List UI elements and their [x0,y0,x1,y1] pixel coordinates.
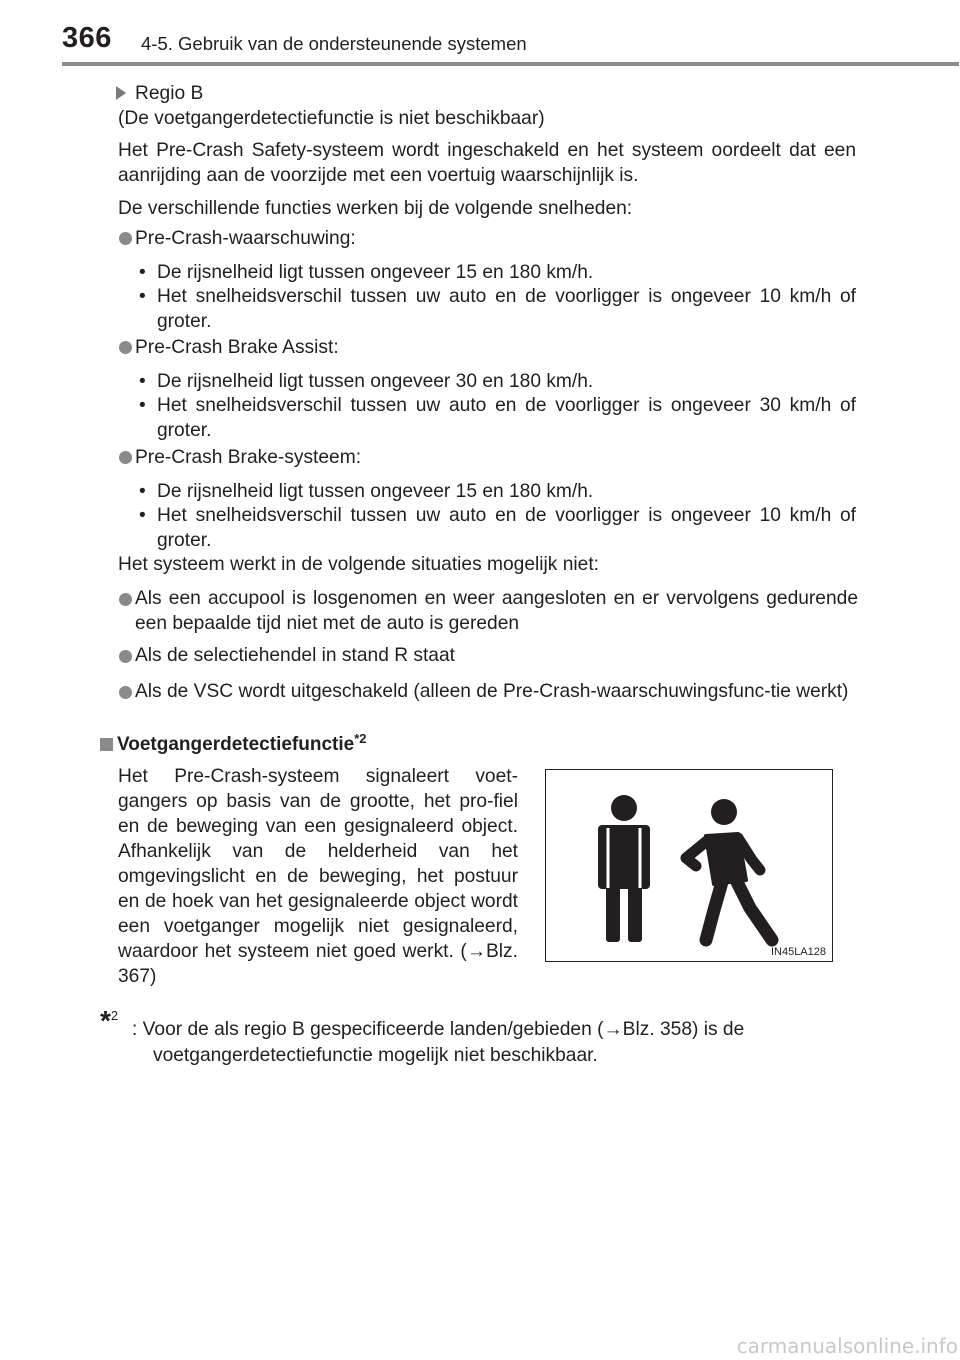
dash-bullet-icon: • [139,262,146,283]
region-marker-icon [116,82,126,107]
pedestrian-heading-text: Voetgangerdetectiefunctie [117,734,355,755]
footnote-marker [100,1005,118,1037]
dash-bullet-icon: • [139,371,146,392]
situations-intro: Het systeem werkt in de volgende situaties mogelijk niet: [118,554,599,575]
pedestrian-silhouettes-icon [546,770,831,960]
function-item: De rijsnelheid ligt tussen ongeveer 15 en 180 km/h. [157,262,594,283]
function-item: De rijsnelheid ligt tussen ongeveer 15 en 180 km/h. [157,481,594,502]
bullet-dot-icon [119,593,132,606]
pedestrian-body-text: Het Pre-Crash-systeem signaleert voet-gangers op basis van de grootte, het pro-fiel en de beweging van een gesignaleerd object. Afhankelijk van de helderheid van het omgevingslicht en de beweging, het postuur en de hoek van het gesignaleerde object wordt een voetganger mogelijk niet gesignaleerd, waardoor het systeem niet goed werkt. ( [118,766,518,962]
dash-bullet-icon: • [139,505,146,526]
bullet-dot-icon [119,232,132,245]
footnote-line-2: voetgangerdetectiefunctie mogelijk niet beschikbaar. [153,1045,598,1066]
region-subtitle: (De voetgangerdetectiefunctie is niet beschikbaar) [118,108,545,129]
function-title: Pre-Crash-waarschuwing: [135,228,356,249]
footnote-star: * [100,1005,111,1036]
pedestrian-heading [117,732,367,757]
dash-bullet-icon: • [139,286,146,307]
function-item: Het snelheidsverschil tussen uw auto en de voorligger is ongeveer 10 km/h of groter. [157,286,856,332]
situation-item: Als een accupool is losgenomen en weer aangesloten en er vervolgens gedurende een bepaalde tijd niet met de auto is gereden [135,588,858,634]
dash-bullet-icon: • [139,395,146,416]
bullet-dot-icon [119,451,132,464]
pedestrian-figure [545,769,833,962]
pedestrian-body-ref: →Blz. 367) [118,941,518,987]
header-divider [62,62,959,66]
situation-item: Als de selectiehendel in stand R staat [135,645,455,666]
watermark: carmanualsonline.info [736,1334,958,1358]
bullet-dot-icon [119,686,132,699]
footnote-ref: →Blz. 358) is de [603,1019,745,1040]
footnote-text-1: : Voor de als regio B gespecificeerde landen/gebieden ( [132,1019,604,1040]
bullet-dot-icon [119,650,132,663]
function-item: De rijsnelheid ligt tussen ongeveer 30 en 180 km/h. [157,371,594,392]
intro-paragraph: Het Pre-Crash Safety-systeem wordt ingeschakeld en het systeem oordeelt dat een aanrijding aan de voorzijde met een voertuig waarschijnlijk is. [118,140,856,186]
function-title: Pre-Crash Brake-systeem: [135,447,362,468]
function-item: Het snelheidsverschil tussen uw auto en de voorligger is ongeveer 10 km/h of groter. [157,505,856,551]
pedestrian-heading-note: *2 [354,731,367,746]
situation-item: Als de VSC wordt uitgeschakeld (alleen de Pre-Crash-waarschuwingsfunc-tie werkt) [135,681,849,702]
page-number: 366 [62,22,112,54]
region-title: Regio B [135,83,204,104]
function-title: Pre-Crash Brake Assist: [135,337,339,358]
footnote-line-1 [132,1017,856,1042]
section-square-icon [100,738,113,751]
pedestrian-body [118,764,518,989]
figure-code: IN45LA128 [770,946,826,958]
footnote-number: 2 [110,1008,119,1023]
section-title: 4-5. Gebruik van de ondersteunende systemen [141,33,527,54]
dash-bullet-icon: • [139,481,146,502]
function-item: Het snelheidsverschil tussen uw auto en de voorligger is ongeveer 30 km/h of groter. [157,395,856,441]
speeds-intro: De verschillende functies werken bij de volgende snelheden: [118,198,633,219]
bullet-dot-icon [119,341,132,354]
